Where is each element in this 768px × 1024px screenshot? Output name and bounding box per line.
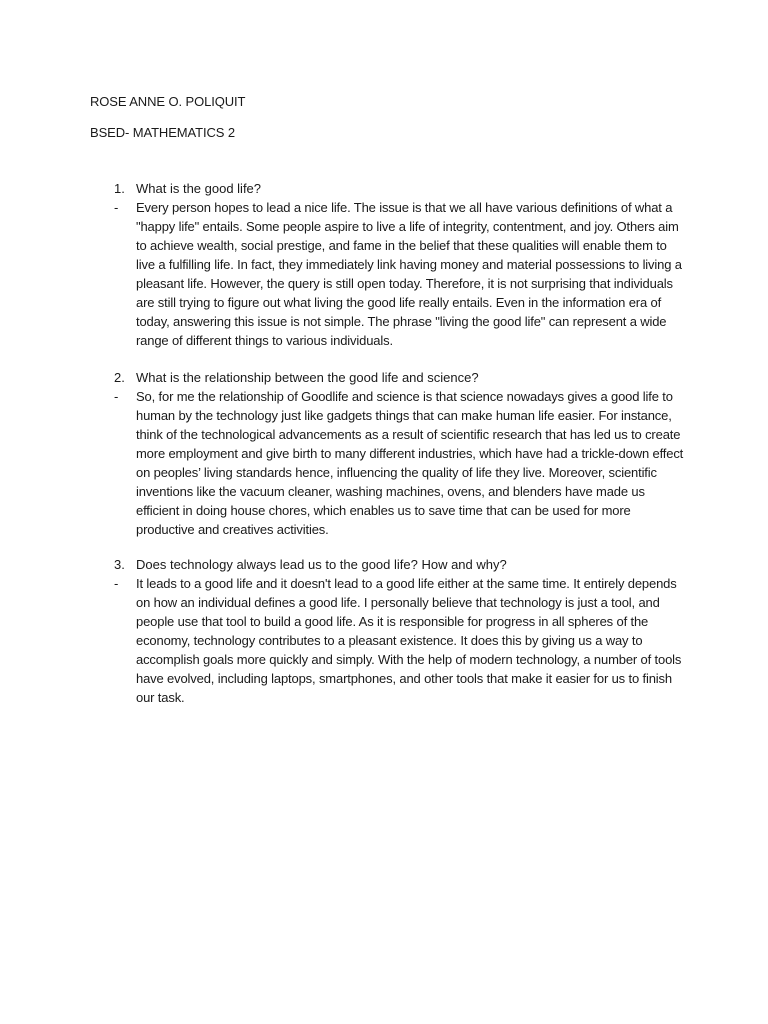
- question-2: [114, 368, 686, 387]
- question-block-3: [114, 555, 686, 707]
- answer-bullet: -: [114, 576, 119, 591]
- answer-bullet: -: [114, 200, 119, 215]
- student-course: BSED- MATHEMATICS 2: [90, 125, 235, 140]
- question-text: What is the relationship between the good life and science?: [136, 370, 479, 385]
- question-number: 1.: [114, 181, 125, 196]
- answer-text: It leads to a good life and it doesn't lead to a good life either at the same time. It entirely depends on how an individual defines a good life. I personally believe that technology is just a tool, and people use that tool to build a good life. As it is responsible for progress in all spheres of the economy, technology contributes to a pleasant existence. It does this by giving us a way to accomplish goals more quickly and simply. With the help of modern technology, a number of tools have evolved, including laptops, smartphones, and other tools that make it easier for us to finish our task.: [136, 576, 682, 705]
- question-1: [114, 179, 686, 198]
- answer-1: [114, 198, 686, 350]
- question-number: 2.: [114, 370, 125, 385]
- answer-2: [114, 387, 686, 539]
- student-name: ROSE ANNE O. POLIQUIT: [90, 94, 246, 109]
- answer-text: So, for me the relationship of Goodlife and science is that science nowadays gives a good life to human by the technology just like gadgets things that can make human life easier. For instance, think of the technological advancements as a result of scientific research that has led us to create more employment and give birth to many different industries, which have had a trickle-down effect on peoples’ living standards hence, influencing the quality of life they live. Moreover, scientific inventions like the vacuum cleaner, washing machines, ovens, and blenders have made us efficient in doing house chores, which enables us to save time that can be used for more productive and creatives activities.: [136, 389, 684, 537]
- question-3: [114, 555, 686, 574]
- question-block-2: [114, 368, 686, 539]
- question-number: 3.: [114, 557, 125, 572]
- question-text: Does technology always lead us to the good life? How and why?: [136, 557, 507, 572]
- question-block-1: [114, 179, 686, 350]
- answer-bullet: -: [114, 389, 119, 404]
- answer-3: [114, 574, 686, 707]
- answer-text: Every person hopes to lead a nice life. The issue is that we all have various definitions of what a "happy life" entails. Some people aspire to live a life of integrity, contentment, and joy. Others aim to achieve wealth, social prestige, and fame in the belief that these qualities will enable them to live a fulfilling life. In fact, they immediately link having money and material possessions to living a pleasant life. However, the query is still open today. Therefore, it is not surprising that individuals are still trying to figure out what living the good life really entails. Even in the information era of today, answering this issue is not simple. The phrase "living the good life" can represent a wide range of different things to various individuals.: [136, 200, 682, 348]
- question-text: What is the good life?: [136, 181, 262, 196]
